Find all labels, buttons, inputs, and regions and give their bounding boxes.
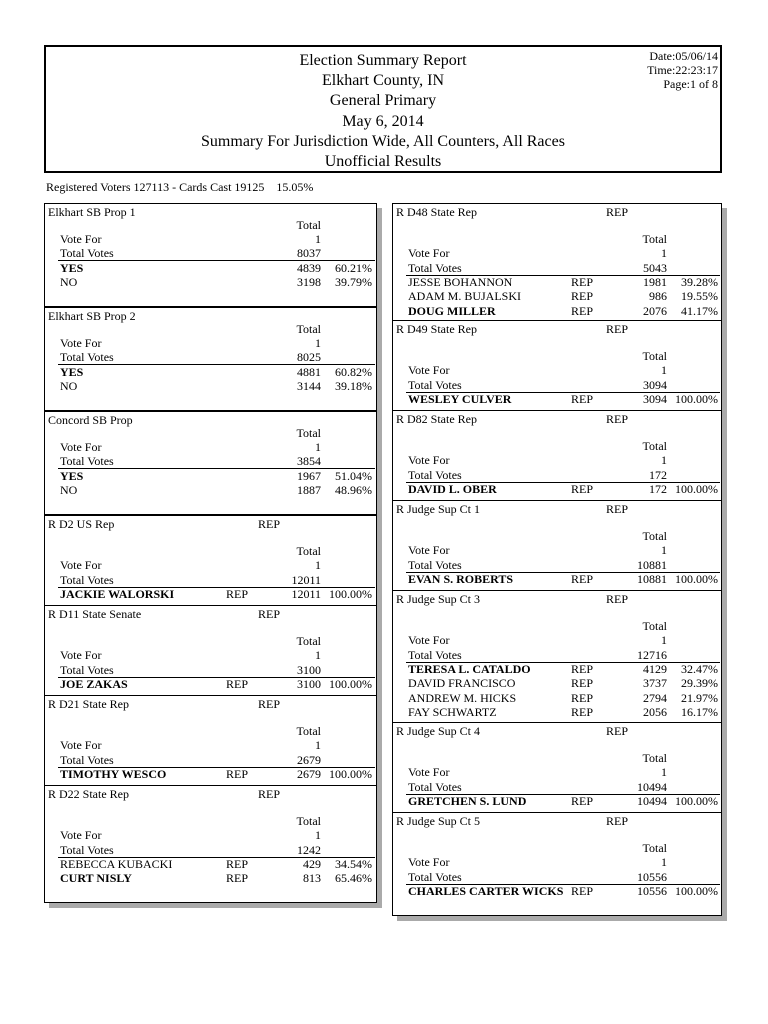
candidate-row xyxy=(393,392,721,406)
title-line: May 6, 2014 xyxy=(342,112,424,130)
candidate-row xyxy=(393,482,721,496)
vote-for-label: Vote For xyxy=(408,633,450,648)
race-party: REP xyxy=(606,814,629,828)
candidate-percent: 21.97% xyxy=(681,690,718,705)
registered-voters-line: Registered Voters 127113 - Cards Cast 19125 15.05% xyxy=(46,180,314,194)
candidate-votes: 3737 xyxy=(643,676,667,691)
race-party: REP xyxy=(606,412,629,426)
candidate-name: FAY SCHWARTZ xyxy=(408,704,497,719)
race-name: R D21 State Rep xyxy=(48,697,129,711)
race-name: R Judge Sup Ct 3 xyxy=(396,592,481,606)
race-party: REP xyxy=(258,787,281,801)
total-column-header: Total xyxy=(296,321,321,336)
report-header xyxy=(44,45,722,173)
candidate-row xyxy=(45,871,376,885)
total-votes-label: Total Votes xyxy=(408,260,462,275)
candidate-percent: 60.82% xyxy=(335,364,372,379)
candidate-name: CURT NISLY xyxy=(60,871,132,886)
total-votes-row xyxy=(45,573,376,587)
candidate-percent: 100.00% xyxy=(675,884,718,899)
report-date: Date:05/06/14 xyxy=(649,49,718,63)
candidate-percent: 100.00% xyxy=(329,677,372,692)
title-line: Elkhart County, IN xyxy=(321,72,445,90)
total-votes-value: 12011 xyxy=(291,572,321,587)
candidate-percent: 100.00% xyxy=(675,392,718,407)
candidate-votes: 4839 xyxy=(297,260,321,275)
candidate-row xyxy=(45,275,376,289)
candidate-row xyxy=(393,289,721,303)
total-votes-value: 8037 xyxy=(297,246,321,261)
candidate-party: REP xyxy=(571,482,594,497)
total-column-header: Total xyxy=(642,232,667,247)
candidate-row xyxy=(45,857,376,871)
race-box xyxy=(44,411,377,515)
candidate-percent: 100.00% xyxy=(329,767,372,782)
total-votes-label: Total Votes xyxy=(408,869,462,884)
total-votes-row xyxy=(45,350,376,364)
total-votes-row xyxy=(45,663,376,677)
total-votes-value: 10556 xyxy=(637,869,667,884)
vote-for-row xyxy=(393,543,721,557)
report-time: Time:22:23:17 xyxy=(647,63,718,77)
candidate-row xyxy=(393,691,721,705)
race-box xyxy=(392,410,722,514)
title-line: Summary For Jurisdiction Wide, All Counters, All Races xyxy=(201,132,565,150)
vote-for-row xyxy=(45,738,376,752)
vote-for-row xyxy=(45,648,376,662)
vote-for-value: 1 xyxy=(661,543,667,558)
candidate-name: YES xyxy=(60,468,84,483)
title-line: Unofficial Results xyxy=(324,153,442,171)
total-votes-row xyxy=(393,558,721,572)
race-name: R D49 State Rep xyxy=(396,322,477,336)
total-column-header: Total xyxy=(296,634,321,649)
total-votes-value: 3100 xyxy=(297,662,321,677)
candidate-name: NO xyxy=(60,379,78,394)
candidate-votes: 2679 xyxy=(297,767,321,782)
report-meta xyxy=(647,49,718,91)
total-votes-row xyxy=(45,753,376,767)
total-column-header: Total xyxy=(296,814,321,829)
candidate-party: REP xyxy=(571,303,594,318)
vote-for-label: Vote For xyxy=(60,558,102,573)
total-votes-label: Total Votes xyxy=(60,350,114,365)
candidate-row xyxy=(393,304,721,318)
race-party: REP xyxy=(606,724,629,738)
total-votes-row xyxy=(45,843,376,857)
candidate-party: REP xyxy=(571,275,594,290)
race-box xyxy=(392,590,722,737)
vote-for-row xyxy=(45,440,376,454)
candidate-votes: 986 xyxy=(649,289,667,304)
total-votes-row xyxy=(45,454,376,468)
candidate-name: YES xyxy=(60,364,84,379)
race-box xyxy=(392,203,722,335)
candidate-votes: 172 xyxy=(649,482,667,497)
race-name: R D82 State Rep xyxy=(396,412,477,426)
candidate-name: GRETCHEN S. LUND xyxy=(408,794,527,809)
candidate-party: REP xyxy=(571,572,594,587)
candidate-votes: 1887 xyxy=(297,483,321,498)
vote-for-row xyxy=(393,363,721,377)
candidate-name: JESSE BOHANNON xyxy=(408,275,513,290)
total-column-header: Total xyxy=(296,544,321,559)
vote-for-label: Vote For xyxy=(60,648,102,663)
report-title xyxy=(46,51,720,172)
candidate-name: JOE ZAKAS xyxy=(60,677,128,692)
total-votes-value: 1242 xyxy=(297,842,321,857)
vote-for-label: Vote For xyxy=(408,765,450,780)
vote-for-row xyxy=(45,558,376,572)
candidate-party: REP xyxy=(226,587,249,602)
candidate-row xyxy=(393,676,721,690)
race-name: R D22 State Rep xyxy=(48,787,129,801)
total-votes-row xyxy=(393,261,721,275)
total-column-header: Total xyxy=(642,529,667,544)
candidate-percent: 39.18% xyxy=(335,379,372,394)
total-votes-value: 3094 xyxy=(643,377,667,392)
candidate-name: ANDREW M. HICKS xyxy=(408,690,517,705)
candidate-party: REP xyxy=(571,794,594,809)
vote-for-row xyxy=(45,336,376,350)
candidate-votes: 429 xyxy=(303,857,321,872)
candidate-party: REP xyxy=(226,857,249,872)
vote-for-label: Vote For xyxy=(60,828,102,843)
race-box xyxy=(392,812,722,916)
candidate-row xyxy=(45,767,376,781)
total-votes-value: 172 xyxy=(649,467,667,482)
candidate-votes: 3094 xyxy=(643,392,667,407)
candidate-votes: 2056 xyxy=(643,704,667,719)
total-votes-label: Total Votes xyxy=(60,842,114,857)
race-party: REP xyxy=(258,607,281,621)
vote-for-value: 1 xyxy=(315,738,321,753)
race-box xyxy=(44,515,377,619)
candidate-votes: 3100 xyxy=(297,677,321,692)
race-box xyxy=(44,785,377,903)
vote-for-label: Vote For xyxy=(60,232,102,247)
candidate-party: REP xyxy=(571,676,594,691)
candidate-row xyxy=(45,379,376,393)
total-votes-value: 5043 xyxy=(643,260,667,275)
candidate-row xyxy=(393,884,721,898)
candidate-votes: 3198 xyxy=(297,275,321,290)
race-box xyxy=(392,500,722,604)
total-votes-label: Total Votes xyxy=(408,779,462,794)
candidate-percent: 34.54% xyxy=(335,857,372,872)
vote-for-label: Vote For xyxy=(408,855,450,870)
candidate-percent: 29.39% xyxy=(681,676,718,691)
vote-for-row xyxy=(393,855,721,869)
race-party: REP xyxy=(606,592,629,606)
total-votes-row xyxy=(393,870,721,884)
vote-for-row xyxy=(393,633,721,647)
candidate-name: DAVID L. OBER xyxy=(408,482,497,497)
candidate-party: REP xyxy=(226,677,249,692)
race-box xyxy=(392,320,722,424)
total-votes-row xyxy=(45,246,376,260)
title-line: Election Summary Report xyxy=(299,52,467,69)
candidate-row xyxy=(45,587,376,601)
race-name: R Judge Sup Ct 1 xyxy=(396,502,481,516)
vote-for-row xyxy=(393,453,721,467)
candidate-name: TERESA L. CATALDO xyxy=(408,662,531,677)
candidate-percent: 16.17% xyxy=(681,704,718,719)
vote-for-label: Vote For xyxy=(60,440,102,455)
race-name: Elkhart SB Prop 1 xyxy=(48,205,136,219)
candidate-percent: 100.00% xyxy=(675,572,718,587)
total-votes-row xyxy=(393,780,721,794)
vote-for-value: 1 xyxy=(315,440,321,455)
race-name: R Judge Sup Ct 5 xyxy=(396,814,481,828)
total-column-header: Total xyxy=(296,217,321,232)
title-line: General Primary xyxy=(329,92,437,110)
candidate-name: DOUG MILLER xyxy=(408,303,496,318)
candidate-name: CHARLES CARTER WICKS xyxy=(408,884,564,899)
total-column-header: Total xyxy=(642,439,667,454)
vote-for-row xyxy=(45,232,376,246)
vote-for-value: 1 xyxy=(661,453,667,468)
race-party: REP xyxy=(258,517,281,531)
candidate-percent: 100.00% xyxy=(675,794,718,809)
candidate-name: EVAN S. ROBERTS xyxy=(408,572,514,587)
total-votes-row xyxy=(393,648,721,662)
vote-for-row xyxy=(393,246,721,260)
total-votes-label: Total Votes xyxy=(408,377,462,392)
candidate-party: REP xyxy=(226,871,249,886)
candidate-row xyxy=(393,662,721,676)
total-votes-label: Total Votes xyxy=(60,752,114,767)
vote-for-label: Vote For xyxy=(60,738,102,753)
candidate-row xyxy=(393,572,721,586)
total-column-header: Total xyxy=(642,349,667,364)
candidate-percent: 100.00% xyxy=(329,587,372,602)
candidate-name: NO xyxy=(60,483,78,498)
candidate-party: REP xyxy=(571,392,594,407)
race-name: R D11 State Senate xyxy=(48,607,142,621)
candidate-votes: 1967 xyxy=(297,468,321,483)
candidate-party: REP xyxy=(571,662,594,677)
total-votes-row xyxy=(393,378,721,392)
candidate-votes: 2794 xyxy=(643,690,667,705)
candidate-party: REP xyxy=(571,704,594,719)
candidate-votes: 10494 xyxy=(637,794,667,809)
race-party: REP xyxy=(258,697,281,711)
race-name: Elkhart SB Prop 2 xyxy=(48,309,136,323)
total-votes-value: 10881 xyxy=(637,557,667,572)
candidate-votes: 12011 xyxy=(291,587,321,602)
race-box xyxy=(44,203,377,307)
vote-for-value: 1 xyxy=(661,765,667,780)
vote-for-value: 1 xyxy=(315,828,321,843)
candidate-name: NO xyxy=(60,275,78,290)
candidate-percent: 41.17% xyxy=(681,303,718,318)
candidate-name: DAVID FRANCISCO xyxy=(408,676,516,691)
candidate-party: REP xyxy=(571,289,594,304)
candidate-row xyxy=(45,469,376,483)
race-party: REP xyxy=(606,205,629,219)
total-votes-value: 2679 xyxy=(297,752,321,767)
report-page: Page:1 of 8 xyxy=(663,77,718,91)
race-name: R D2 US Rep xyxy=(48,517,115,531)
candidate-percent: 48.96% xyxy=(335,483,372,498)
vote-for-value: 1 xyxy=(315,232,321,247)
candidate-votes: 3144 xyxy=(297,379,321,394)
vote-for-value: 1 xyxy=(661,246,667,261)
total-column-header: Total xyxy=(642,751,667,766)
race-party: REP xyxy=(606,502,629,516)
candidate-votes: 4129 xyxy=(643,662,667,677)
candidate-name: REBECCA KUBACKI xyxy=(60,857,173,872)
vote-for-label: Vote For xyxy=(60,336,102,351)
candidate-votes: 2076 xyxy=(643,303,667,318)
candidate-row xyxy=(393,275,721,289)
candidate-votes: 4881 xyxy=(297,364,321,379)
race-party: REP xyxy=(606,322,629,336)
vote-for-row xyxy=(393,765,721,779)
candidate-row xyxy=(45,677,376,691)
candidate-percent: 32.47% xyxy=(681,662,718,677)
candidate-row xyxy=(393,705,721,719)
candidate-name: YES xyxy=(60,260,84,275)
total-votes-row xyxy=(393,468,721,482)
total-votes-label: Total Votes xyxy=(60,454,114,469)
total-votes-value: 10494 xyxy=(637,779,667,794)
race-box xyxy=(44,605,377,709)
total-votes-label: Total Votes xyxy=(60,572,114,587)
vote-for-label: Vote For xyxy=(408,543,450,558)
vote-for-value: 1 xyxy=(315,336,321,351)
vote-for-row xyxy=(45,828,376,842)
race-box xyxy=(44,307,377,411)
candidate-party: REP xyxy=(571,690,594,705)
race-box xyxy=(44,695,377,799)
total-column-header: Total xyxy=(296,724,321,739)
candidate-row xyxy=(45,365,376,379)
candidate-percent: 39.28% xyxy=(681,275,718,290)
candidate-percent: 100.00% xyxy=(675,482,718,497)
total-votes-value: 3854 xyxy=(297,454,321,469)
candidate-party: REP xyxy=(571,884,594,899)
race-name: R Judge Sup Ct 4 xyxy=(396,724,481,738)
candidate-party: REP xyxy=(226,767,249,782)
candidate-percent: 60.21% xyxy=(335,260,372,275)
candidate-row xyxy=(45,483,376,497)
vote-for-value: 1 xyxy=(661,363,667,378)
total-votes-value: 8025 xyxy=(297,350,321,365)
candidate-votes: 10556 xyxy=(637,884,667,899)
candidate-name: JACKIE WALORSKI xyxy=(60,587,175,602)
candidate-percent: 39.79% xyxy=(335,275,372,290)
total-votes-label: Total Votes xyxy=(408,557,462,572)
total-votes-label: Total Votes xyxy=(408,647,462,662)
candidate-votes: 813 xyxy=(303,871,321,886)
candidate-name: WESLEY CULVER xyxy=(408,392,512,407)
total-votes-label: Total Votes xyxy=(408,467,462,482)
vote-for-value: 1 xyxy=(315,558,321,573)
vote-for-label: Vote For xyxy=(408,453,450,468)
vote-for-value: 1 xyxy=(661,855,667,870)
candidate-name: ADAM M. BUJALSKI xyxy=(408,289,522,304)
candidate-name: TIMOTHY WESCO xyxy=(60,767,167,782)
candidate-percent: 19.55% xyxy=(681,289,718,304)
race-box xyxy=(392,722,722,826)
candidate-votes: 10881 xyxy=(637,572,667,587)
vote-for-label: Vote For xyxy=(408,363,450,378)
vote-for-label: Vote For xyxy=(408,246,450,261)
total-column-header: Total xyxy=(296,425,321,440)
candidate-votes: 1981 xyxy=(643,275,667,290)
total-votes-label: Total Votes xyxy=(60,662,114,677)
total-votes-value: 12716 xyxy=(637,647,667,662)
candidate-row xyxy=(393,794,721,808)
candidate-row xyxy=(45,261,376,275)
total-column-header: Total xyxy=(642,841,667,856)
vote-for-value: 1 xyxy=(315,648,321,663)
total-column-header: Total xyxy=(642,619,667,634)
candidate-percent: 51.04% xyxy=(335,468,372,483)
total-votes-label: Total Votes xyxy=(60,246,114,261)
candidate-percent: 65.46% xyxy=(335,871,372,886)
race-name: R D48 State Rep xyxy=(396,205,477,219)
race-name: Concord SB Prop xyxy=(48,413,133,427)
vote-for-value: 1 xyxy=(661,633,667,648)
